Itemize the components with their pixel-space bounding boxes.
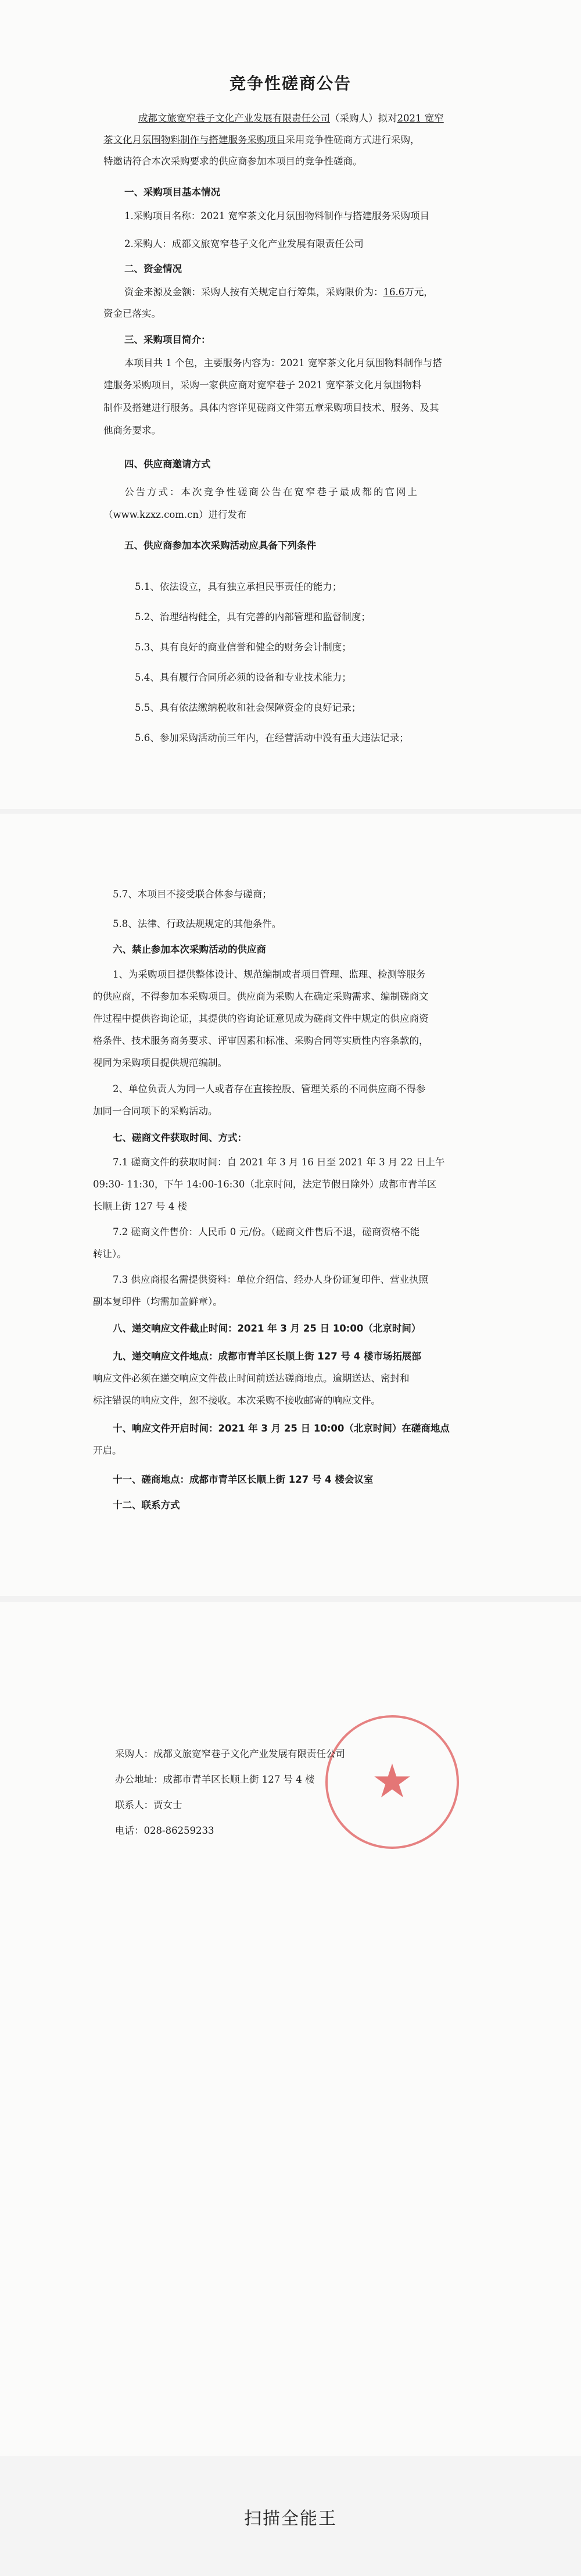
scanner-watermark: 扫描全能王: [244, 2509, 337, 2529]
condition-5-6: 5.6、参加采购活动前三年内，在经营活动中没有重大违法记录；: [135, 732, 409, 743]
section-5-heading: 五、供应商参加本次采购活动应具备下列条件: [124, 540, 316, 551]
budget-unit: 万元，: [404, 287, 433, 298]
section-7-line-4: 7.2 磋商文件售价：人民币 0 元/份。（磋商文件售后不退，磋商资格不能: [113, 1226, 420, 1237]
section-6-line-1: 1、为采购项目提供整体设计、规范编制或者项目管理、监理、检测等服务: [113, 969, 426, 980]
section-7-line-6: 7.3 供应商报名需提供资料：单位介绍信、经办人身份证复印件、营业执照: [113, 1274, 428, 1285]
section-7-line-2: 09:30- 11:30，下午 14:00-16:30（北京时间，法定节假日除外）成都市青羊区: [93, 1179, 437, 1190]
section-10-line-2: 开启。: [93, 1445, 122, 1456]
document-title: 竞争性磋商公告: [229, 74, 352, 93]
section-6-heading: 六、禁止参加本次采购活动的供应商: [113, 944, 266, 955]
condition-5-3: 5.3、具有良好的商业信誉和健全的财务会计制度；: [135, 642, 352, 653]
project-name: 茶文化月氛围物料制作与搭建服务采购项目: [103, 134, 286, 145]
intro-line-2: [103, 133, 420, 147]
budget-text: 资金来源及金额：采购人按有关规定自行筹集，采购限价为：: [124, 287, 383, 298]
section-11-line: 十一、磋商地点：成都市青羊区长顺上街 127 号 4 楼会议室: [113, 1474, 374, 1485]
contact-person: 联系人：贾女士: [115, 1799, 182, 1811]
condition-5-5: 5.5、具有依法缴纳税收和社会保障资金的良好记录；: [135, 702, 361, 713]
intro-text: （采购人）拟对: [330, 113, 397, 124]
section-3-line-4: 他商务要求。: [103, 425, 161, 436]
section-6-line-5: 视同为采购项目提供规范编制。: [93, 1057, 227, 1068]
contact-phone: 电话：028-86259233: [115, 1825, 214, 1836]
section-12-heading: 十二、联系方式: [113, 1500, 180, 1511]
section-6-line-3: 件过程中提供咨询论证，其提供的咨询论证意见成为磋商文件中规定的供应商资: [93, 1013, 429, 1024]
section-2-line-2: 资金已落实。: [103, 308, 161, 319]
section-2-line-1: [124, 285, 433, 299]
section-4-line-2: （www.kzxz.com.cn）进行发布: [103, 509, 247, 520]
section-6-line-2: 的供应商，不得参加本采购项目。供应商为采购人在确定采购需求、编制磋商文: [93, 991, 429, 1002]
condition-5-7: 5.7、本项目不接受联合体参与磋商；: [113, 889, 272, 900]
section-9-line-1: 九、递交响应文件地点：成都市青羊区长顺上街 127 号 4 楼市场拓展部: [113, 1351, 421, 1362]
seal-star-icon: ★: [371, 1754, 413, 1808]
section-3-line-2: 建服务采购项目，采购一家供应商对宽窄巷子 2021 宽窄茶文化月氛围物料: [103, 380, 422, 391]
section-3-line-3: 制作及搭建进行服务。具体内容详见磋商文件第五章采购项目技术、服务、及其: [103, 402, 439, 413]
contact-purchaser: 采购人：成都文旅宽窄巷子文化产业发展有限责任公司: [115, 1748, 345, 1759]
intro-line-1: [138, 112, 444, 126]
section-6-line-6: 2、单位负责人为同一人或者存在直接控股、管理关系的不同供应商不得参: [113, 1083, 426, 1094]
section-7-line-7: 副本复印件（均需加盖鲜章）。: [93, 1296, 223, 1307]
section-7-line-1: 7.1 磋商文件的获取时间：自 2021 年 3 月 16 日至 2021 年 3 月 22 日上午: [113, 1157, 445, 1168]
section-4-heading: 四、供应商邀请方式: [124, 459, 211, 470]
section-4-line-1: 公告方式：本次竞争性磋商公告在宽窄巷子最成都的官网上: [124, 486, 419, 498]
section-7-line-3: 长顺上街 127 号 4 楼: [93, 1201, 187, 1212]
scanner-footer: [0, 2456, 581, 2576]
condition-5-8: 5.8、法律、行政法规规定的其他条件。: [113, 918, 282, 929]
section-7-line-5: 转让）。: [93, 1248, 127, 1260]
section-6-line-7: 加同一合同项下的采购活动。: [93, 1105, 218, 1117]
document-page-3: [0, 1602, 581, 2456]
section-10-line-1: 十、响应文件开启时间：2021 年 3 月 25 日 10:00（北京时间）在磋商地点: [113, 1423, 450, 1434]
purchaser-name: 成都文旅宽窄巷子文化产业发展有限责任公司: [138, 113, 330, 124]
section-9-line-2: 响应文件必须在递交响应文件截止时间前送达磋商地点。逾期送达、密封和: [93, 1373, 410, 1384]
section-2-heading: 二、资金情况: [124, 263, 182, 274]
project-year: 2021 宽窄: [397, 113, 444, 124]
section-1-line-1: 1.采购项目名称：2021 宽窄茶文化月氛围物料制作与搭建服务采购项目: [124, 210, 429, 221]
condition-5-2: 5.2、治理结构健全，具有完善的内部管理和监督制度；: [135, 611, 371, 622]
section-6-line-4: 格条件、技术服务商务要求、评审因素和标准、采购合同等实质性内容条款的，: [93, 1035, 429, 1046]
official-seal: [325, 1715, 459, 1849]
section-1-heading: 一、采购项目基本情况: [124, 187, 220, 198]
condition-5-4: 5.4、具有履行合同所必须的设备和专业技术能力；: [135, 672, 352, 683]
section-9-line-3: 标注错误的响应文件，恕不接收。本次采购不接收邮寄的响应文件。: [93, 1395, 381, 1406]
budget-amount: 16.6: [383, 287, 405, 298]
section-3-heading: 三、采购项目简介：: [124, 334, 211, 345]
intro-text: 采用竞争性磋商方式进行采购，: [285, 134, 420, 145]
intro-line-3: 特邀请符合本次采购要求的供应商参加本项目的竞争性磋商。: [103, 156, 363, 167]
section-8-line: 八、递交响应文件截止时间：2021 年 3 月 25 日 10:00（北京时间）: [113, 1323, 421, 1334]
section-7-heading: 七、磋商文件获取时间、方式：: [113, 1132, 247, 1143]
condition-5-1: 5.1、依法设立，具有独立承担民事责任的能力；: [135, 581, 342, 592]
section-3-line-1: 本项目共 1 个包，主要服务内容为：2021 宽窄茶文化月氛围物料制作与搭: [124, 357, 442, 368]
section-1-line-2: 2.采购人：成都文旅宽窄巷子文化产业发展有限责任公司: [124, 238, 364, 249]
contact-address: 办公地址：成都市青羊区长顺上街 127 号 4 楼: [115, 1774, 315, 1785]
